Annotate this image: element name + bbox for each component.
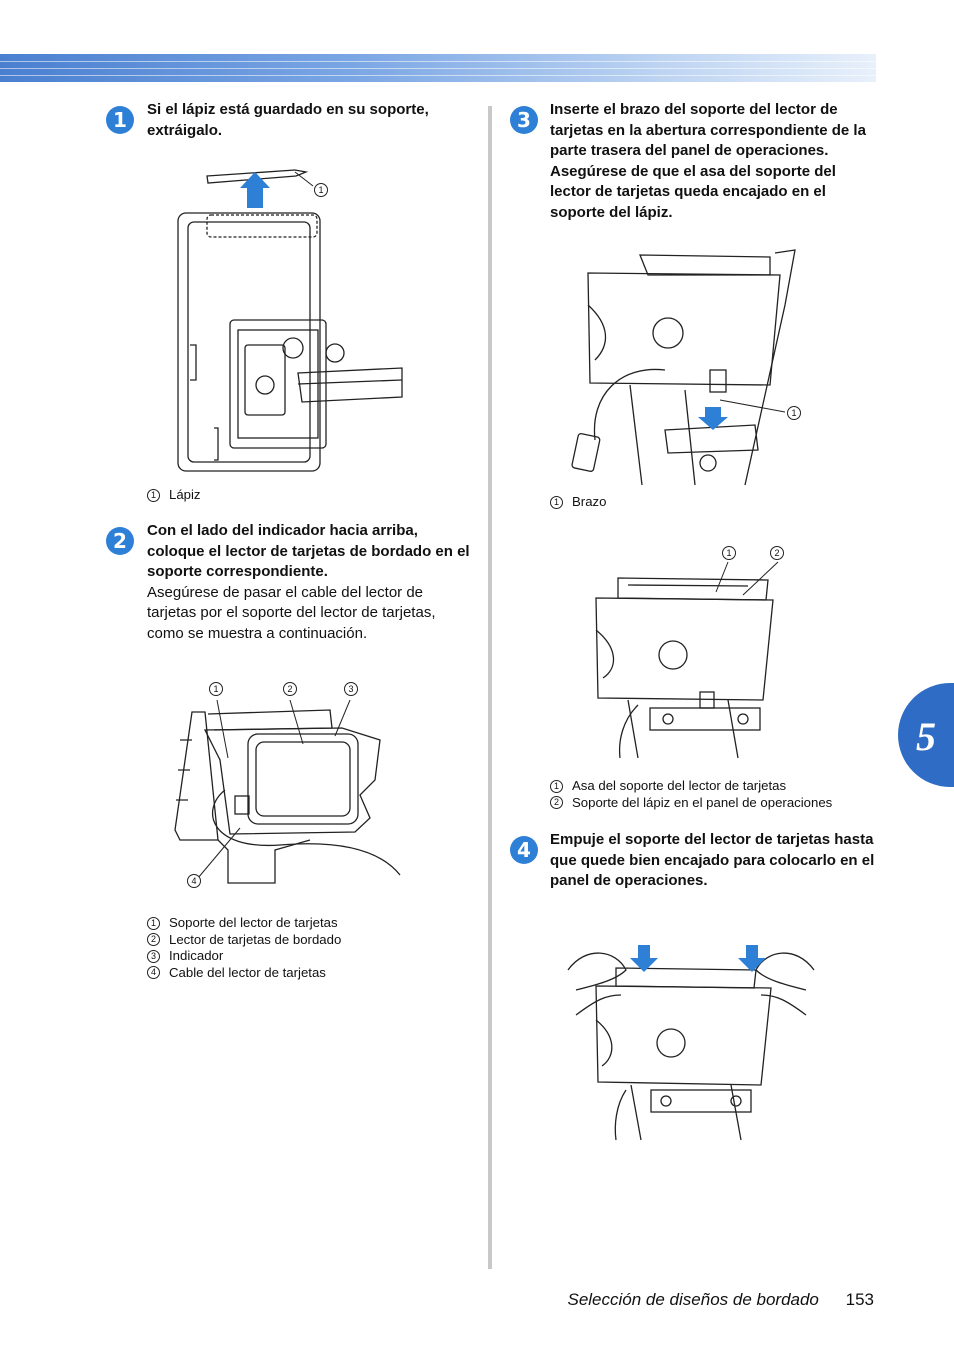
step-badge-4: 4 bbox=[510, 836, 538, 864]
step-3-text bbox=[550, 100, 880, 224]
caption-text: Lápiz bbox=[169, 487, 201, 502]
caption-text: Indicador bbox=[169, 948, 224, 963]
caption-row bbox=[550, 494, 606, 511]
caption-text: Soporte del lápiz en el panel de operaciones bbox=[572, 794, 833, 810]
step-badge-3: 3 bbox=[510, 106, 538, 134]
caption-text: Brazo bbox=[572, 494, 607, 509]
caption-row bbox=[147, 948, 341, 965]
step-3b-captions bbox=[550, 778, 832, 811]
step-badge-2: 2 bbox=[106, 527, 134, 555]
column-divider bbox=[488, 106, 492, 1269]
figure-pencil-removal bbox=[170, 160, 410, 475]
callout-2-4: 4 bbox=[187, 874, 201, 888]
caption-number: 2 bbox=[147, 933, 160, 946]
chapter-number: 5 bbox=[916, 714, 936, 759]
caption-row bbox=[147, 487, 201, 504]
caption-row bbox=[550, 795, 832, 812]
caption-text: Soporte del lector de tarjetas bbox=[169, 915, 338, 930]
callout-2-3: 3 bbox=[344, 682, 358, 696]
callout-3b-2: 2 bbox=[770, 546, 784, 560]
caption-row bbox=[550, 778, 832, 795]
caption-number: 1 bbox=[550, 780, 563, 793]
caption-number: 1 bbox=[147, 917, 160, 930]
step-4-title: Empuje el soporte del lector de tarjetas hasta que quede bien encajado para colocarlo en el panel de operaciones. bbox=[550, 831, 875, 890]
header-band bbox=[0, 54, 876, 82]
callout-2-1: 1 bbox=[209, 682, 223, 696]
figure-card-reader-placement bbox=[170, 700, 410, 885]
step-4-text bbox=[550, 830, 880, 892]
step-2-body: Asegúrese de pasar el cable del lector de tarjetas por el soporte del lector de tarjetas, como se muestra a continuación. bbox=[147, 583, 436, 642]
figure-arm-insertion bbox=[570, 245, 810, 490]
step-2-captions bbox=[147, 915, 341, 981]
caption-number: 1 bbox=[147, 489, 160, 502]
step-3-title: Inserte el brazo del soporte del lector de tarjetas en la abertura correspondiente de la parte trasera del panel de operaciones. Asegúrese de que el asa del soporte del lector de tarjetas queda encajado en el soporte del lápiz. bbox=[550, 101, 866, 221]
step-1-title: Si el lápiz está guardado en su soporte, extráigalo. bbox=[147, 101, 429, 139]
step-3-captions bbox=[550, 494, 606, 511]
chapter-tab bbox=[898, 683, 954, 787]
caption-text: Asa del soporte del lector de tarjetas bbox=[572, 778, 787, 793]
callout-3-1: 1 bbox=[787, 406, 801, 420]
caption-row bbox=[147, 932, 341, 949]
caption-number: 4 bbox=[147, 966, 160, 979]
figure-push-holder bbox=[566, 940, 816, 1145]
caption-number: 3 bbox=[147, 950, 160, 963]
footer-title: Selección de diseños de bordado bbox=[567, 1290, 819, 1309]
page-footer bbox=[567, 1290, 874, 1310]
step-2-title: Con el lado del indicador hacia arriba, coloque el lector de tarjetas de bordado en el soporte correspondiente. bbox=[147, 522, 470, 581]
caption-number: 2 bbox=[550, 796, 563, 809]
caption-number: 1 bbox=[550, 496, 563, 509]
page-number: 153 bbox=[845, 1290, 874, 1309]
step-1-text bbox=[147, 100, 467, 141]
callout-2-2: 2 bbox=[283, 682, 297, 696]
caption-text: Lector de tarjetas de bordado bbox=[169, 931, 342, 947]
caption-row bbox=[147, 915, 341, 932]
callout-1-pencil: 1 bbox=[314, 183, 328, 197]
caption-text: Cable del lector de tarjetas bbox=[169, 964, 326, 980]
step-2-text bbox=[147, 521, 472, 645]
figure-handle-and-holder bbox=[588, 560, 788, 760]
step-badge-1: 1 bbox=[106, 106, 134, 134]
caption-row bbox=[147, 965, 341, 982]
callout-3b-1: 1 bbox=[722, 546, 736, 560]
step-1-captions bbox=[147, 487, 201, 504]
